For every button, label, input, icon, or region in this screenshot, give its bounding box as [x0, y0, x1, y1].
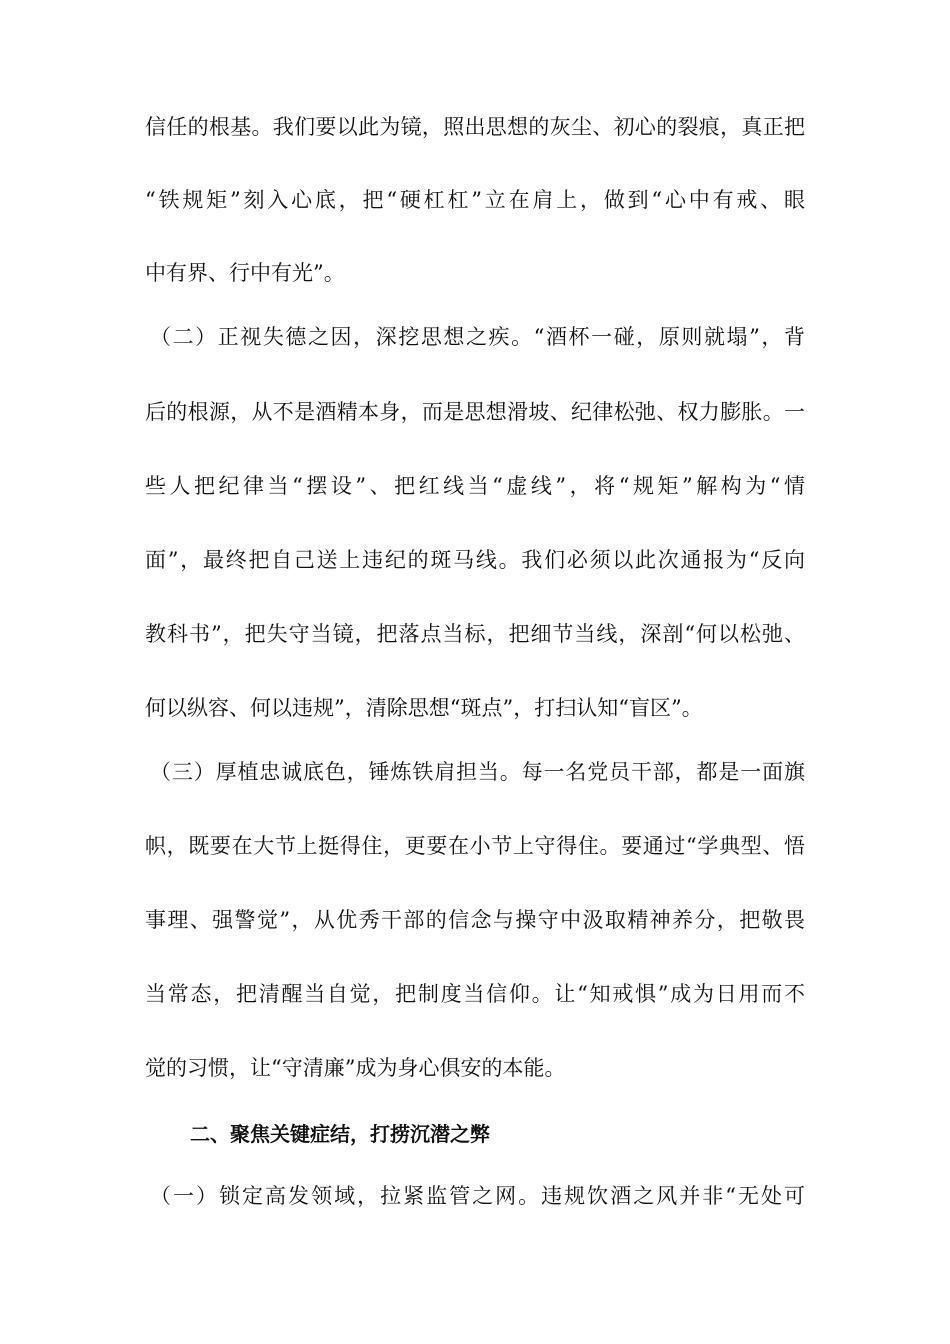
body-text-line: 觉的习惯，让“守清廉”成为身心俱安的本能。 — [145, 1056, 566, 1080]
paragraph-heading-line: （三）厚植忠诚底色，锤炼铁肩担当。每一名党员干部，都是一面旗 — [150, 760, 805, 784]
body-text-line: 教科书”，把失守当镜，把落点当标，把细节当线，深剖“何以松弛、 — [145, 622, 805, 646]
body-text-line: 中有界、行中有光”。 — [145, 261, 345, 285]
body-text-line: 后的根源，从不是酒精本身，而是思想滑坡、纪律松弛、权力膨胀。一 — [145, 400, 805, 424]
section-heading: 二、聚焦关键症结，打捞沉潜之弊 — [190, 1122, 490, 1146]
body-text-line: 信任的根基。我们要以此为镜，照出思想的灰尘、初心的裂痕，真正把 — [145, 115, 805, 139]
body-text-line: “铁规矩”刻入心底，把“硬杠杠”立在肩上，做到“心中有戒、眼 — [145, 188, 805, 212]
body-text-line: 面”，最终把自己送上违纪的斑马线。我们必须以此次通报为“反向 — [145, 548, 805, 572]
paragraph-heading-line: （一）锁定高发领域，拉紧监管之网。违规饮酒之风并非“无处可 — [150, 1184, 805, 1208]
body-text-line: 何以纵容、何以违规”，清除思想“斑点”，打扫认知“盲区”。 — [145, 696, 703, 720]
body-text-line: 些人把纪律当“摆设”、把红线当“虚线”，将“规矩”解构为“情 — [145, 474, 805, 498]
body-text-line: 当常态，把清醒当自觉，把制度当信仰。让“知戒惧”成为日用而不 — [145, 982, 805, 1006]
body-text-line: 帜，既要在大节上挺得住，更要在小节上守得住。要通过“学典型、悟 — [145, 834, 805, 858]
body-text-line: 事理、强警觉”，从优秀干部的信念与操守中汲取精神养分，把敬畏 — [145, 908, 805, 932]
paragraph-heading-line: （二）正视失德之因，深挖思想之疾。“酒杯一碰，原则就塌”，背 — [150, 325, 805, 349]
